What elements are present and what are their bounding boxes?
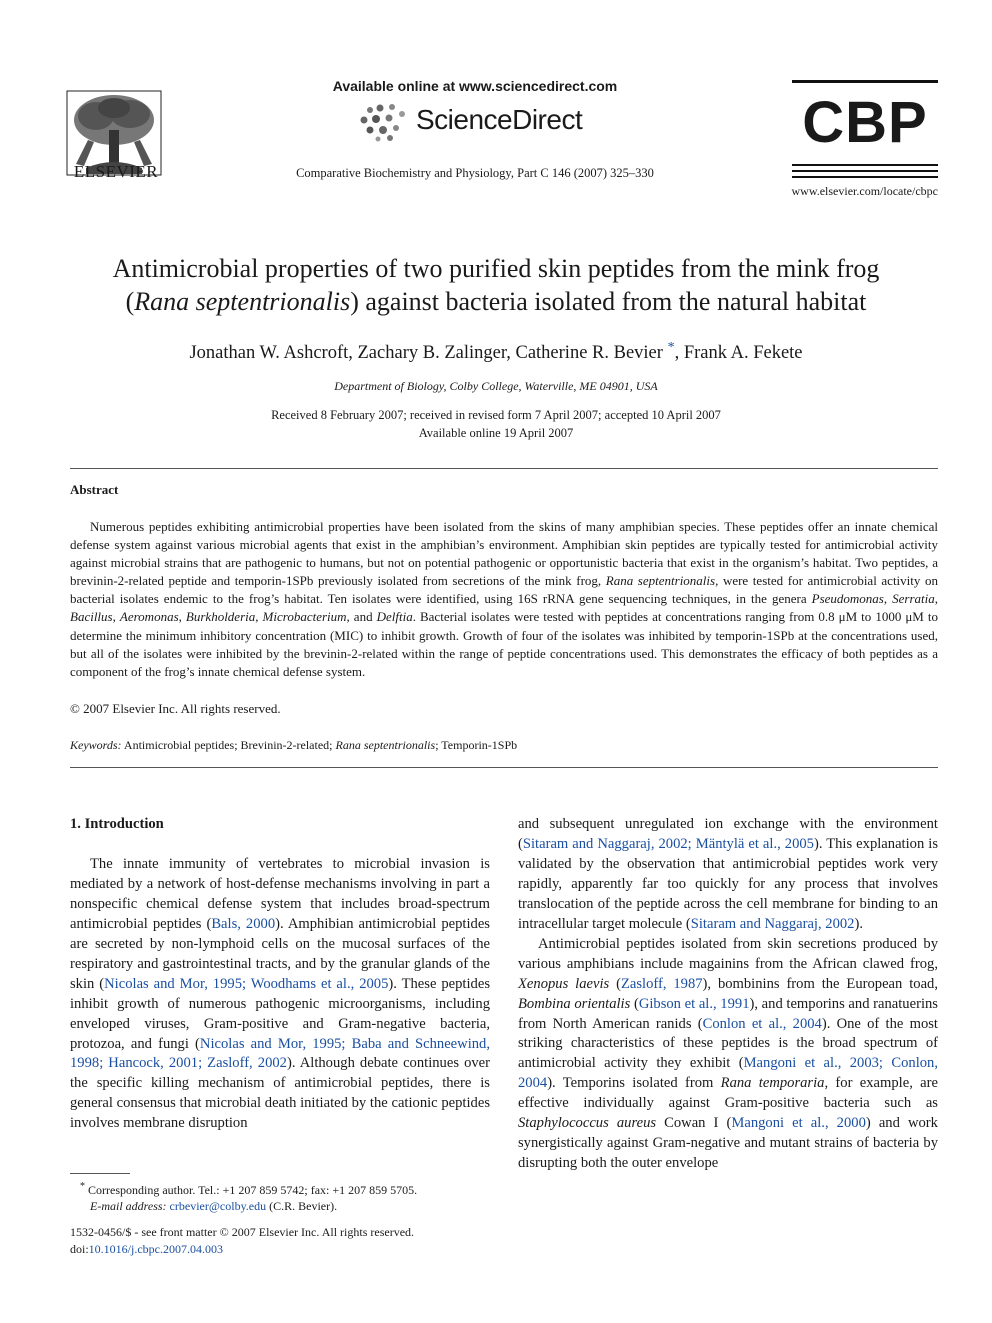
footnote-star: * <box>80 1181 85 1192</box>
divider <box>70 468 938 469</box>
abstract-text: Numerous peptides exhibiting antimicrobial properties have been isolated from the skins of many amphibian species. These peptides offer an innate chemical defense system against various microbial agents that exist in the amphibian’s environment. Amphibian skin peptides are typically tested for antimicrobial activity against microbial strains that are pathogenic to humans, but not on potential pathogenic or opportunistic bacteria that exist in the organism’s habitat. Two peptides, a brevinin-2-related peptide and temporin-1SPb previously isolated from secretions of the mink frog, <box>70 519 938 589</box>
journal-citation: Comparative Biochemistry and Physiology, Part C 146 (2007) 325–330 <box>296 166 654 180</box>
abstract-heading: Abstract <box>70 482 119 497</box>
available-date: Available online 19 April 2007 <box>418 426 574 440</box>
species-name: Xenopus laevis <box>518 975 610 992</box>
reference-link[interactable]: Zasloff, 1987 <box>620 975 703 992</box>
text: ), bombinins from the European toad, <box>702 975 938 992</box>
text: ). Although debate continues over the specific killing mechanism of antimicrobial peptides, there is general consensus that microbial death initiated by the cationic peptides involves membrane disruption <box>70 1055 490 1132</box>
footnote-text: (C.R. Bevier). <box>266 1199 338 1213</box>
reference-link[interactable]: Bals, 2000 <box>211 915 276 932</box>
section-heading: 1. Introduction <box>70 816 164 832</box>
title-species: Rana septentrionalis <box>134 287 351 316</box>
article-title <box>60 252 932 318</box>
paragraph <box>518 815 938 935</box>
corresponding-author-footnote <box>70 1179 490 1214</box>
text: ). These peptides inhibit growth of numerous pathogenic microorganisms, including enveloped viruses, Gram-positive and Gram-negative bacteria, protozoa, and fungi ( <box>70 975 490 1052</box>
text: ( <box>630 995 639 1012</box>
text: , for example, are effective individually against Gram-positive bacteria such as <box>518 1075 938 1112</box>
keyword-species: Rana septentrionalis <box>335 738 436 752</box>
text: ) and work synergistically against Gram-negative and mutant strains of bacteria by disrupting both the outer envelope <box>518 1115 938 1172</box>
species-name: Rana septentrionalis <box>605 573 716 589</box>
separator: , and <box>346 609 377 625</box>
title-paren: ( <box>125 287 135 316</box>
genus-name: Pseudomonas <box>811 591 884 607</box>
affiliation: Department of Biology, Colby College, Waterville, ME 04901, USA <box>334 379 658 393</box>
text: Antimicrobial peptides isolated from skin secretions produced by various amphibians include magainins from the African clawed frog, <box>518 935 938 972</box>
reference-link[interactable]: Nicolas and Mor, 1995; Baba and Schneewind, 1998; Hancock, 2001; Zasloff, 2002 <box>70 1035 490 1072</box>
available-online-text: Available online at www.sciencedirect.com <box>332 78 618 94</box>
reference-link[interactable]: Gibson et al., 1991 <box>638 995 750 1012</box>
text: and subsequent unregulated ion exchange with the environment ( <box>518 816 938 852</box>
text: ). Amphibian antimicrobial peptides are secreted by non-lymphoid cells on the mucosal surfaces of the respiratory and gastrointestinal tracts, and by the granular glands of the skin ( <box>70 915 490 992</box>
separator: , <box>255 609 263 625</box>
cbp-rule-bottom <box>792 176 938 178</box>
text: ). This explanation is validated by the observation that antimicrobial peptides work very rapidly, apparently far too quickly for any process that involves translocation of the peptide across the cell membrane for binding to an intracellular target molecule ( <box>518 835 939 932</box>
reference-link[interactable]: Sitaram and Naggaraj, 2002; Mäntylä et al., 2005 <box>522 835 814 852</box>
issn-line: 1532-0456/$ - see front matter © 2007 Elsevier Inc. All rights reserved. <box>70 1225 415 1239</box>
footnote-text: Corresponding author. Tel.: +1 207 859 5742; fax: +1 207 859 5705. <box>85 1183 418 1197</box>
separator: , <box>178 609 186 625</box>
journal-url-link[interactable]: www.elsevier.com/locate/cbpc <box>791 184 938 198</box>
separator: , <box>883 591 893 607</box>
journal-abbrev-logo: CBP <box>802 90 928 155</box>
authors-text: , Frank A. Fekete <box>674 343 803 364</box>
corresponding-author-mark[interactable]: * <box>667 340 675 355</box>
paragraph <box>518 935 938 1174</box>
text: ). <box>854 915 863 932</box>
genus-name: Delftia <box>376 609 413 625</box>
sciencedirect-wordmark: ScienceDirect <box>416 104 583 135</box>
cbp-rule-top <box>792 80 938 83</box>
paragraph <box>70 855 490 1134</box>
received-dates: Received 8 February 2007; received in revised form 7 April 2007; accepted 10 April 2007 <box>271 408 721 422</box>
reference-link[interactable]: Conlon et al., 2004 <box>702 1015 822 1032</box>
email-link[interactable]: crbevier@colby.edu <box>169 1199 267 1213</box>
species-name: Bombina orientalis <box>518 995 631 1012</box>
genus-name: Microbacterium <box>262 609 347 625</box>
species-name: Staphylococcus aureus <box>518 1115 657 1132</box>
article-history <box>60 406 932 442</box>
text: ). One of the most striking characteristics of these peptides is the broad spectrum of antimicrobial activity they exhibit ( <box>518 1015 938 1072</box>
separator: , <box>112 609 120 625</box>
abstract-text: , were tested for antimicrobial activity on bacterial isolates endemic to the frog’s habitat. Ten isolates were identified, using 16S rRNA gene sequencing techniques, in the genera <box>70 573 939 607</box>
doi-link[interactable]: 10.1016/j.cbpc.2007.04.003 <box>88 1242 223 1256</box>
text: ). Temporins isolated from <box>547 1075 721 1092</box>
reference-link[interactable]: Mangoni et al., 2000 <box>731 1115 866 1132</box>
authors-text: Jonathan W. Ashcroft, Zachary B. Zalinger, Catherine R. Bevier <box>189 343 663 364</box>
text: ( <box>609 975 621 992</box>
text: Cowan I ( <box>656 1115 732 1132</box>
keywords-label: Keywords: <box>70 738 122 752</box>
author-list <box>60 340 932 364</box>
cbp-rule-bottom <box>792 164 938 166</box>
keywords <box>70 738 938 753</box>
footnote-rule <box>70 1173 130 1174</box>
reference-link[interactable]: Nicolas and Mor, 1995; Woodhams et al., 2005 <box>104 975 389 992</box>
genus-name: Bacillus <box>70 609 113 625</box>
body-column-right <box>518 815 938 1174</box>
divider <box>70 767 938 768</box>
text: ), and temporins and ranatuerins from North American ranids ( <box>518 995 938 1032</box>
keywords-text: Antimicrobial peptides; Brevinin-2-related; <box>121 738 336 752</box>
reference-link[interactable]: Sitaram and Naggaraj, 2002 <box>690 915 855 932</box>
text: The innate immunity of vertebrates to microbial invasion is mediated by a network of host-defense mechanisms involving in part a nonspecific chemical defense system that includes broad-spectrum antimicrobial peptides ( <box>70 855 490 932</box>
body-column-left <box>70 815 490 1134</box>
abstract-copyright: © 2007 Elsevier Inc. All rights reserved. <box>70 701 281 716</box>
title-line-2: ) against bacteria isolated from the natural habitat <box>350 287 867 316</box>
separator: , <box>934 591 939 607</box>
species-name: Rana temporaria <box>720 1075 825 1092</box>
issn-doi <box>70 1224 490 1258</box>
genus-name: Serratia <box>892 591 935 607</box>
reference-link[interactable]: Mangoni et al., 2003; Conlon, 2004 <box>518 1055 938 1092</box>
genus-name: Aeromonas <box>119 609 179 625</box>
title-line-1: Antimicrobial properties of two purified skin peptides from the mink frog <box>112 254 880 283</box>
genus-name: Burkholderia <box>185 609 256 625</box>
cbp-rule-bottom <box>792 170 938 172</box>
abstract-text: . Bacterial isolates were tested with peptides at concentrations ranging from 0.8 μM to 1000 μM to determine the minimum inhibitory concentration (MIC) to inhibit growth. Growth of four of the isolates was inhibited by temporin-1SPb at the concentrations used, but all of the isolates were inhibited by the brevinin-2-related within the range of peptide concentrations used. This demonstrates the efficacy of both peptides as a component of the frog’s innate chemical defense system. <box>70 609 939 679</box>
email-label: E-mail address: <box>90 1199 167 1213</box>
keywords-text: ; Temporin-1SPb <box>435 738 518 752</box>
doi-label: doi: <box>70 1242 89 1256</box>
publisher-name: ELSEVIER <box>73 162 159 181</box>
abstract-body <box>70 518 938 681</box>
